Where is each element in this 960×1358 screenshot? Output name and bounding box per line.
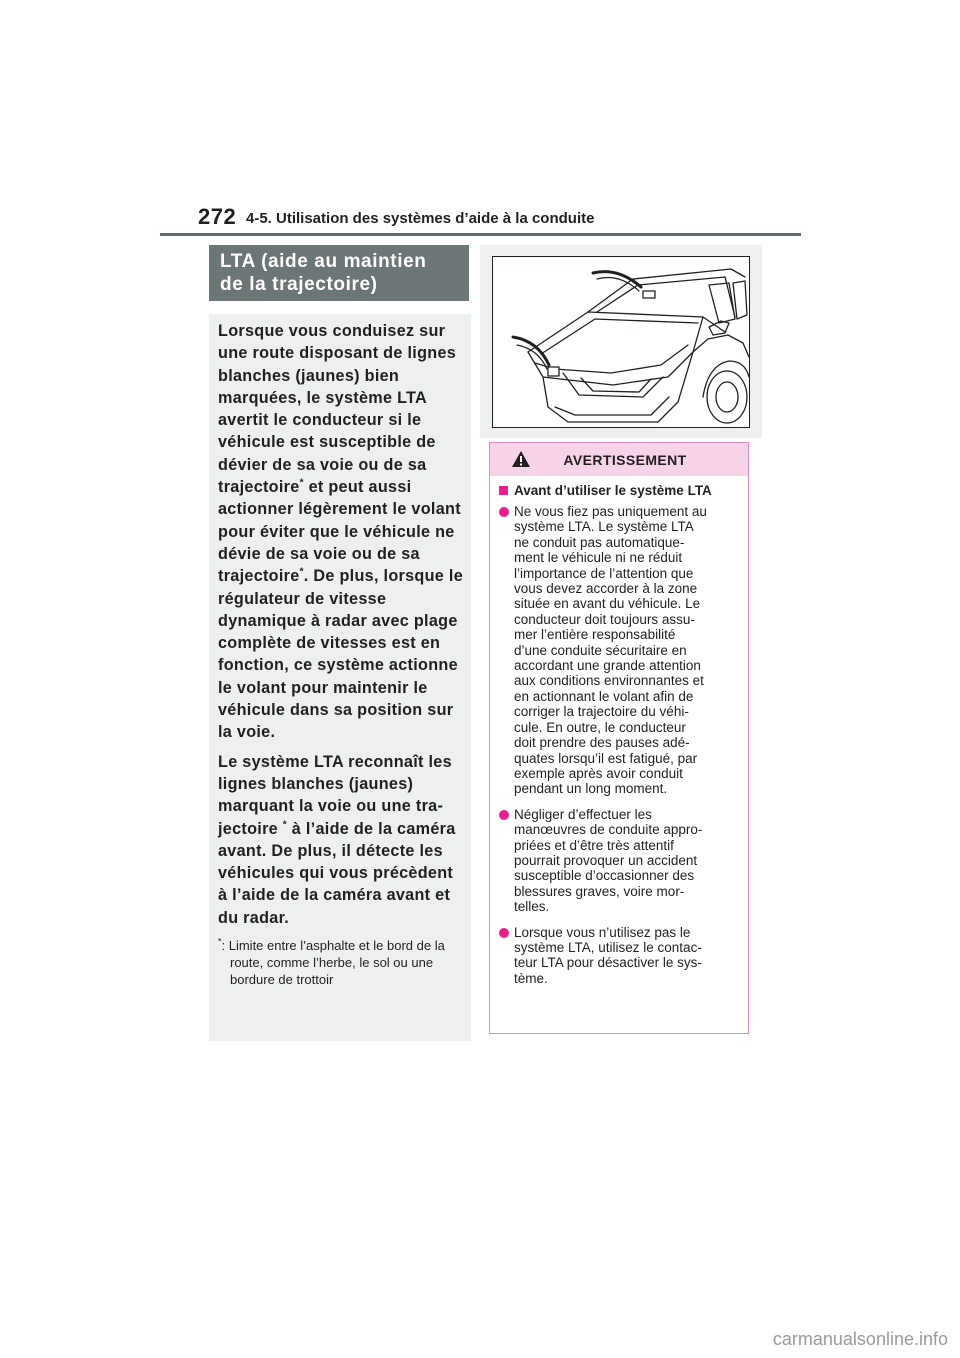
intro-p1-part-b: et peut aussi actionner légèrement le volant pour éviter que le véhicule ne dévie de sa voie ou de sa trajectoire bbox=[218, 478, 461, 586]
warning-content bbox=[490, 476, 748, 986]
footnote-marker: * bbox=[282, 819, 287, 831]
illustration-panel bbox=[480, 245, 762, 438]
header-rule bbox=[160, 233, 801, 236]
round-bullet-icon bbox=[499, 507, 509, 517]
warning-header bbox=[490, 443, 748, 476]
topic-title-line-2: de la trajectoire) bbox=[220, 274, 378, 295]
warning-subheading-text: Avant d’utiliser le système LTA bbox=[514, 483, 712, 498]
warning-title: AVERTISSEMENT bbox=[563, 451, 687, 468]
intro-p1-part-c: . De plus, lorsque le régulateur de vitesse dynamique à radar avec plage complète de vitesses est en fonction, ce système actionne le volant pour maintenir le véhicule dans sa position sur la voie. bbox=[218, 567, 464, 742]
intro-paragraph-2 bbox=[218, 751, 465, 929]
footnote-marker: * bbox=[218, 936, 222, 947]
intro-paragraph-1 bbox=[218, 320, 465, 744]
intro-panel bbox=[209, 314, 471, 1041]
intro-p2-part-a: Le système LTA reconnaît les lignes blanches (jaunes) marquant la voie ou une tra-jectoire bbox=[218, 752, 452, 838]
footnote-text: : Limite entre l’asphalte et le bord de la route, comme l’herbe, le sol ou une bordure de trottoir bbox=[221, 938, 445, 988]
watermark: carmanualsonline.info bbox=[772, 1329, 948, 1349]
round-bullet-icon bbox=[499, 810, 509, 820]
vehicle-illustration bbox=[492, 256, 750, 428]
round-bullet-icon bbox=[499, 928, 509, 938]
square-bullet-icon bbox=[499, 486, 508, 495]
warning-item-text: Négliger d’effectuer les manœuvres de conduite appro- priées et d’être très attentif pourrait provoquer un accident susceptible d’occasionner des blessures graves, voire mor- telles. bbox=[514, 806, 703, 915]
warning-triangle-icon bbox=[511, 450, 531, 468]
warning-item bbox=[498, 807, 742, 915]
page-number: 272 bbox=[198, 204, 237, 229]
intro-p1-part-a: Lorsque vous conduisez sur une route disposant de lignes blanches (jaunes) bien marquées, le système LTA avertit le conducteur si le véhicule est susceptible de dévier de sa voie ou de sa trajectoire bbox=[218, 322, 457, 497]
warning-box bbox=[489, 442, 749, 1034]
footnote-marker: * bbox=[299, 566, 304, 578]
section-title: 4-5. Utilisation des systèmes d’aide à la conduite bbox=[246, 210, 595, 227]
warning-item-text: Ne vous fiez pas uniquement au système LTA. Le système LTA ne conduit pas automatique- ment le véhicule ni ne réduit l’importance de l’attention que vous devez accorder à la zone située en avant du véhicule. Le conducteur doit toujours assu- mer l’entière responsabilité d’une conduite sécuritaire en accordant une grande attention aux conditions environnantes et en actionnant le volant afin de corriger la trajectoire du véhi- cule. En outre, le conducteur doit prendre des pauses adé- quates lorsqu’il est fatigué, par exemple après avoir conduit pendant un long moment. bbox=[514, 504, 707, 797]
warning-item-text: Lorsque vous n’utilisez pas le système LTA, utilisez le contac- teur LTA pour désactiver le sys- tème. bbox=[514, 924, 702, 986]
topic-title-box bbox=[209, 245, 469, 301]
intro-p2-part-b: à l’aide de la caméra avant. De plus, il détecte les véhicules qui vous précèdent à l’aide de la caméra avant et du radar. bbox=[218, 819, 456, 927]
footnote-marker: * bbox=[299, 477, 304, 489]
topic-title-line-1: LTA (aide au maintien bbox=[220, 251, 427, 272]
warning-subheading bbox=[498, 483, 742, 498]
suv-front-camera-radar-illustration bbox=[493, 257, 749, 427]
footnote bbox=[218, 937, 465, 988]
warning-item bbox=[498, 925, 742, 987]
warning-item bbox=[498, 504, 742, 797]
